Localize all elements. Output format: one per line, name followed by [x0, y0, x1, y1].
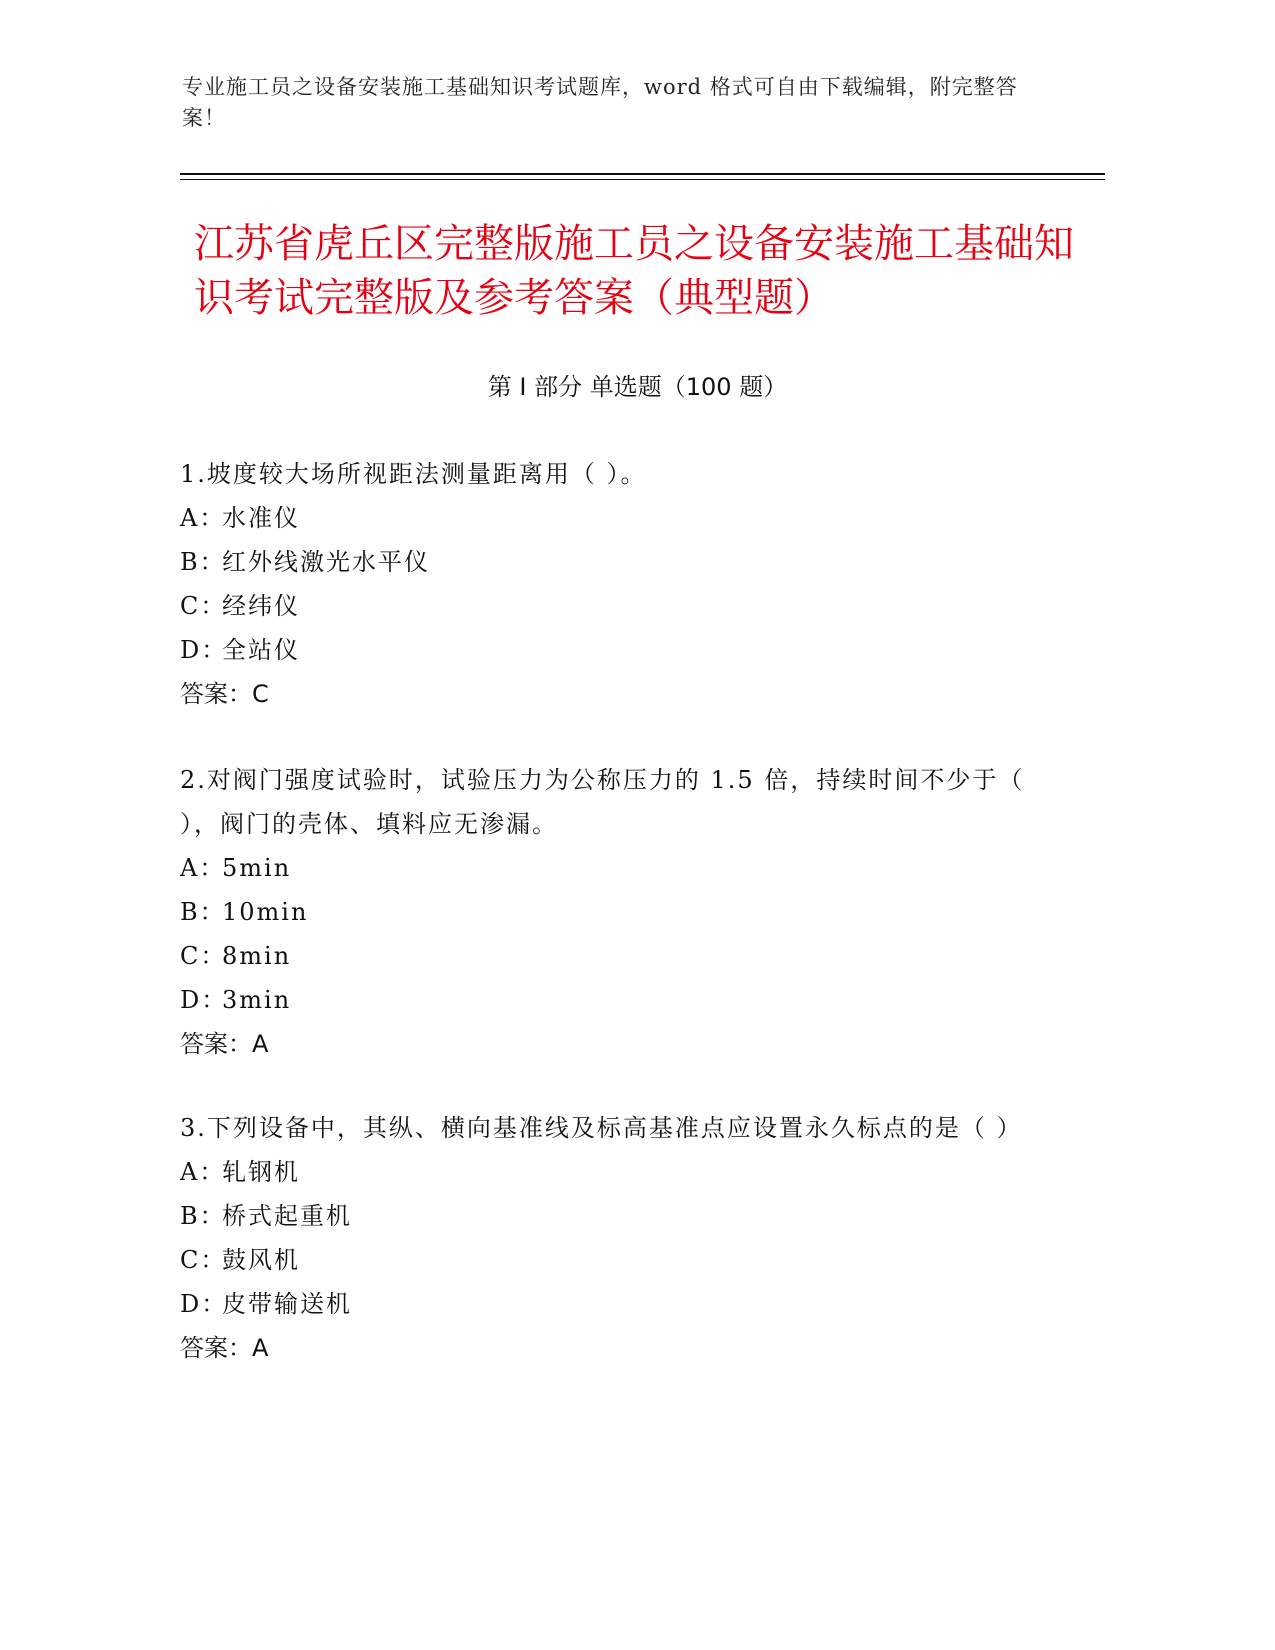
option-text: 经纬仪: [222, 592, 300, 620]
option-text: 全站仪: [222, 636, 300, 664]
header-divider-thick: [180, 173, 1105, 175]
option-c: [180, 1238, 1040, 1282]
option-text: 3min: [222, 986, 292, 1014]
option-text: 皮带输送机: [222, 1290, 352, 1318]
question-stem: 1.坡度较大场所视距法测量距离用（ ）。: [180, 460, 647, 488]
option-key: B：: [180, 1202, 226, 1230]
section-title: 第 I 部分 单选题（100 题）: [487, 373, 788, 401]
option-key: C：: [180, 1246, 227, 1274]
option-key: B：: [180, 898, 226, 926]
option-key: B：: [180, 548, 226, 576]
option-key: D：: [180, 1290, 228, 1318]
option-b: [180, 1194, 1040, 1238]
option-b: [180, 540, 1040, 584]
header-divider-thin: [180, 179, 1105, 180]
option-key: D：: [180, 986, 228, 1014]
option-text: 轧钢机: [222, 1158, 300, 1186]
option-a: [180, 496, 1040, 540]
option-key: A：: [180, 1158, 226, 1186]
option-text: 8min: [222, 942, 292, 970]
option-key: C：: [180, 592, 227, 620]
option-key: A：: [180, 504, 226, 532]
question-1: [180, 452, 1040, 716]
option-a: [180, 1150, 1040, 1194]
document-title: 江苏省虎丘区完整版施工员之设备安装施工基础知识考试完整版及参考答案（典型题）: [194, 221, 1074, 321]
option-text: 鼓风机: [222, 1246, 300, 1274]
answer: 答案：C: [180, 680, 269, 708]
option-key: D：: [180, 636, 228, 664]
option-d: [180, 1282, 1040, 1326]
option-text: 桥式起重机: [222, 1202, 352, 1230]
option-c: [180, 934, 1040, 978]
option-b: [180, 890, 1040, 934]
header-note: 专业施工员之设备安装施工基础知识考试题库，word 格式可自由下载编辑，附完整答案！: [182, 75, 1018, 130]
answer: 答案：A: [180, 1030, 269, 1058]
option-d: [180, 978, 1040, 1022]
option-text: 10min: [222, 898, 309, 926]
question-3: [180, 1106, 1040, 1370]
option-text: 红外线激光水平仪: [222, 548, 430, 576]
option-text: 水准仪: [222, 504, 300, 532]
option-key: A：: [180, 854, 226, 882]
option-d: [180, 628, 1040, 672]
question-stem: 3.下列设备中，其纵、横向基准线及标高基准点应设置永久标点的是（ ）: [180, 1114, 1023, 1142]
option-c: [180, 584, 1040, 628]
question-stem: 2.对阀门强度试验时，试验压力为公称压力的 1.5 倍，持续时间不少于（ ），阀门的壳体、填料应无渗漏。: [180, 766, 1025, 838]
answer: 答案：A: [180, 1334, 269, 1362]
option-text: 5min: [222, 854, 292, 882]
option-a: [180, 846, 1040, 890]
option-key: C：: [180, 942, 227, 970]
question-2: [180, 758, 1040, 1066]
